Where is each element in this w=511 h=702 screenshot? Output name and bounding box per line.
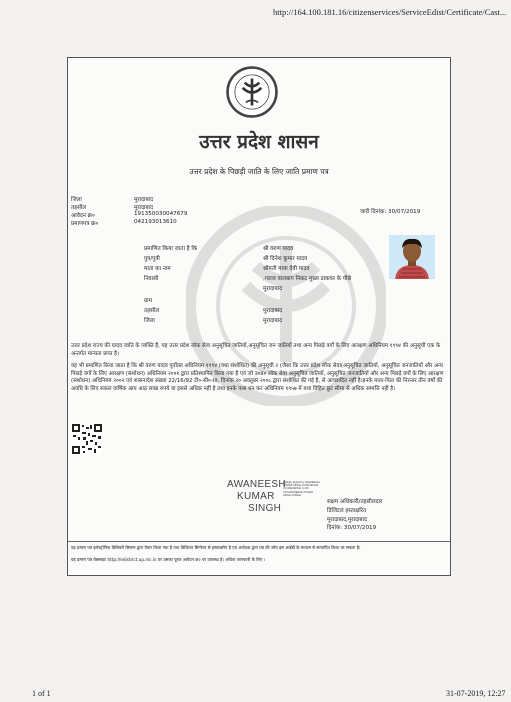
signature-name-line-2: KUMAR (237, 491, 275, 502)
field-value-tehsil: मुरादाबाद (134, 205, 154, 211)
field-value-district: मुरादाबाद (134, 197, 154, 203)
browser-url: http://164.100.181.16/citizenservices/ServiceEdist/Certificate/Cast... (273, 7, 507, 17)
officer-designation: सक्षम अधिकारी/तहसीलदार (327, 499, 383, 505)
print-datetime: 31-07-2019, 12:27 (446, 689, 506, 698)
footnote-divider (68, 541, 450, 542)
field-label-certificate-no: प्रमाणपत्र क्र० (71, 221, 99, 227)
person-label-village: ग्राम (144, 298, 152, 304)
officer-date: दिनांक: 30/07/2019 (327, 525, 377, 532)
field-value-application-no: 191350030047679 (134, 211, 188, 217)
person-label-son-of: पुत्र/पुत्री (144, 256, 160, 262)
signature-name-line-1: AWANEESH (227, 479, 286, 490)
person-label-mother: माता का नाम (144, 266, 171, 272)
field-label-application-no: आवेदन क्र० (71, 213, 95, 219)
certificate-subtitle: उत्तर प्रदेश के पिछड़ी जाति के लिए जाति प्रमाण पत्र (189, 167, 329, 176)
person-value-mother: श्रीमती माया देवी यादव (263, 266, 310, 272)
signature-digital-note: Digitally Signed by AWANEESH KUMAR SINGH O=REVENUE, OU=REVENUE, C=IN, CN=AWANEESH KUMAR SINGH,S=Bihar (283, 481, 320, 497)
digital-signature (227, 479, 323, 519)
person-label-tehsil: तहसील (144, 308, 160, 314)
signature-name-line-3: SINGH (248, 503, 282, 514)
officer-location: मुरादाबाद,मुरादाबाद (327, 516, 368, 523)
field-value-certificate-no: 042193013610 (134, 219, 177, 225)
officer-digitally-signed: डिजिटल हस्ताक्षरित (327, 507, 367, 514)
person-value-father: श्री दिनेश कुमार यादव (263, 256, 308, 262)
applicant-photo (389, 235, 435, 279)
footnote-1: यह प्रमाण पत्र इलेक्ट्रॉनिक डिलिवरी सिस्टम द्वारा तैयार किया गया है तथा डिजिटल सिग्नेचर से हस्ताक्षरित है एवं आवेदक द्वारा पत्र की जाँच इस आईडी के माध्यम से सत्यापित किया जा सकता है। (71, 545, 361, 550)
person-value-address-city: मुरादाबाद (263, 286, 283, 292)
issuing-officer-block (327, 498, 382, 533)
person-value-district: मुरादाबाद (263, 318, 283, 324)
certificate-title: उत्तर प्रदेश शासन (199, 131, 319, 153)
person-label-resident: निवासी (144, 276, 159, 282)
up-government-emblem (226, 66, 278, 118)
field-label-district: जिला (71, 197, 82, 203)
person-value-tehsil: मुरादाबाद (263, 308, 283, 314)
certificate (67, 57, 451, 576)
person-label-certify: प्रमाणित किया जाता है कि (144, 246, 198, 252)
person-value-address: ,गराज वालबाग निकट मुख्य डाकघर के पीछे (263, 276, 352, 282)
certificate-paragraph-1: उत्तर प्रदेश राज्य की यादव जाति के व्यक्ति हैं, यह उत्तर प्रदेश लोक सेवा अनुसूचित जातियों,अनुसूचित जन जातियों तथा अन्य पिछड़े वर्गों के लिए आरक्षण अधिनियम १९९४ की अनुसूची एक के अन्तर्गत मान्यता प्राप्त है। (71, 343, 441, 357)
person-label-district: जिला (144, 318, 155, 324)
qr-code (72, 424, 102, 454)
certificate-paragraph-2: यह भी प्रमाणित किया जाता है कि श्री वरुण यादव पूर्वोक्त अधिनियम १९९४ (यथा संशोधित) की अनुसूची २ (जैसा कि उत्तर प्रदेश लोक सेवा(अनुसूचित जातियों, अनुसूचित जनजातियों और अन्य पिछड़े वर्गों के लिए आरक्षण (संशोधन) अधिनियम २००१ द्वारा प्रतिस्थापित किया गया है एवं जो उ०प्र० लोक सेवा अनुसूचित जातियों, अनुसूचित जनजातियों और अन्य पिछड़े वर्गों के लिए आरक्षण (संशोधन) अधिनियम २००२ एवं शासनादेश संख्या 22/16/92 टी०-सी०-III, दिनांक २० अक्तूबर २००८ द्वारा संशोधित की गई है, से आच्छादित नहीं है।इनके माता-पिता की निरन्तर तीन वर्षों की अवधि के लिए सकल वार्षिक आय आठ लाख रुपये या इससे अधिक नहीं है तथा इनके पास धन कर अधिनियम १९५७ में यथा विहित छूट सीमा से अधिक सम्पत्ति नहीं है। (71, 363, 444, 392)
issue-date: जारी दिनांक: 30/07/2019 (360, 209, 421, 215)
field-label-tehsil: तहसील (71, 205, 87, 211)
footnote-2: यह प्रमाण पत्र वेबसाइट http://edistrict.up.nic.in पर उसका पूरक आवेदन क्र० पर उपलब्ध है। अधिक जानकारी के लिए । (71, 557, 266, 562)
person-value-name: श्री वरुण यादव (263, 246, 294, 252)
page-count: 1 of 1 (32, 689, 51, 698)
